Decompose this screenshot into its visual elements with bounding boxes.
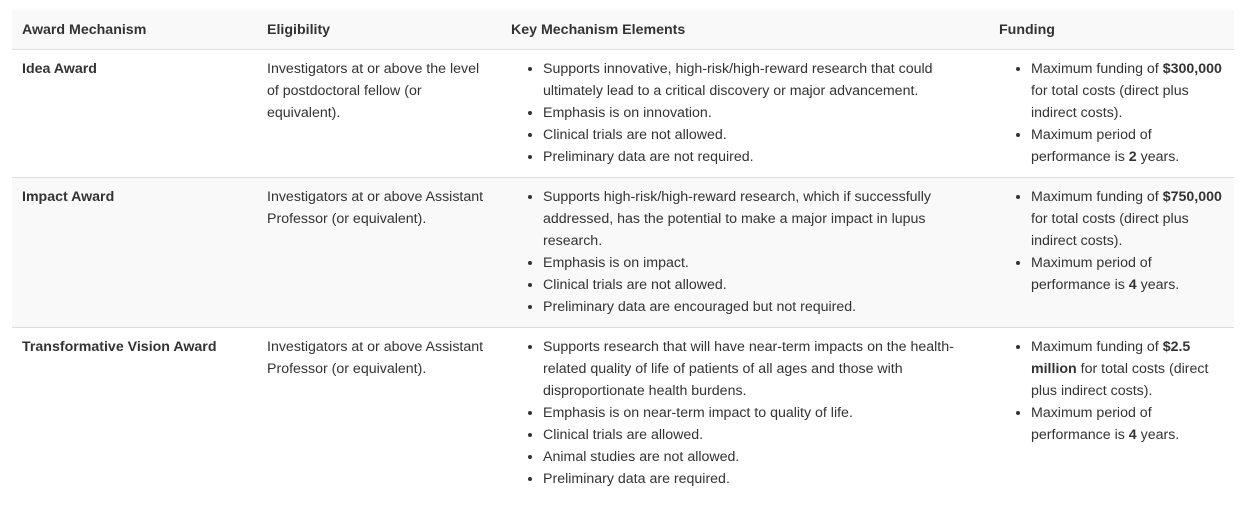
- eligibility-cell: Investigators at or above Assistant Professor (or equivalent).: [257, 178, 501, 328]
- funding-amount-item: [1031, 336, 1224, 402]
- list-item: • Emphasis is on near-term impact to quality of life.: [543, 402, 979, 424]
- mechanism-cell: Transformative Vision Award: [12, 328, 257, 500]
- funding-period-suffix: years.: [1136, 149, 1180, 165]
- header-funding: Funding: [989, 10, 1234, 50]
- list-item: • Animal studies are not allowed.: [543, 446, 979, 468]
- elements-cell: [501, 50, 989, 178]
- funding-cell: [989, 328, 1234, 500]
- funding-period-item: [1031, 252, 1224, 296]
- funding-period: 4: [1128, 427, 1137, 443]
- funding-period-suffix: years.: [1136, 277, 1180, 293]
- eligibility-cell: Investigators at or above the level of postdoctoral fellow (or equivalent).: [257, 50, 501, 178]
- elements-cell: [501, 328, 989, 500]
- mechanism-cell: Idea Award: [12, 50, 257, 178]
- funding-amount: $2.5 million: [1031, 339, 1191, 377]
- elements-list: [511, 58, 979, 168]
- list-item: • Supports research that will have near-term impacts on the health-related quality of life of patients of all ages and those with disproportionate health burdens.: [543, 336, 979, 402]
- eligibility-cell: Investigators at or above Assistant Professor (or equivalent).: [257, 328, 501, 500]
- funding-amount-suffix: for total costs (direct plus indirect costs).: [1031, 211, 1189, 249]
- list-item: • Emphasis is on impact.: [543, 252, 979, 274]
- table-row-idea-award: [12, 50, 1234, 178]
- list-item: • Supports high-risk/high-reward research, which if successfully addressed, has the potential to make a major impact in lupus research.: [543, 186, 979, 252]
- list-item: • Preliminary data are encouraged but not required.: [543, 296, 979, 318]
- funding-period-suffix: years.: [1136, 427, 1180, 443]
- funding-amount-prefix: Maximum funding of: [1031, 61, 1163, 77]
- funding-period-item: [1031, 124, 1224, 168]
- funding-amount: $750,000: [1162, 189, 1222, 205]
- award-mechanisms-table: [12, 10, 1234, 499]
- list-item: • Supports innovative, high-risk/high-reward research that could ultimately lead to a critical discovery or major advancement.: [543, 58, 979, 102]
- funding-period-prefix: Maximum period of performance is: [1031, 255, 1152, 293]
- header-award-mechanism: Award Mechanism: [12, 10, 257, 50]
- elements-cell: [501, 178, 989, 328]
- funding-period-item: [1031, 402, 1224, 446]
- header-key-mechanism-elements: Key Mechanism Elements: [501, 10, 989, 50]
- award-table-container: [12, 10, 1234, 499]
- funding-list: [999, 186, 1224, 296]
- list-item: • Preliminary data are required.: [543, 468, 979, 490]
- list-item: • Clinical trials are not allowed.: [543, 274, 979, 296]
- funding-amount-suffix: for total costs (direct plus indirect costs).: [1031, 361, 1209, 399]
- funding-period: 4: [1128, 277, 1137, 293]
- elements-list: [511, 186, 979, 318]
- elements-list: [511, 336, 979, 490]
- list-item: • Emphasis is on innovation.: [543, 102, 979, 124]
- funding-period-prefix: Maximum period of performance is: [1031, 405, 1152, 443]
- list-item: • Clinical trials are allowed.: [543, 424, 979, 446]
- funding-list: [999, 336, 1224, 446]
- funding-amount: $300,000: [1162, 61, 1222, 77]
- header-eligibility: Eligibility: [257, 10, 501, 50]
- table-row-transformative-vision-award: [12, 328, 1234, 500]
- mechanism-cell: Impact Award: [12, 178, 257, 328]
- funding-amount-suffix: for total costs (direct plus indirect costs).: [1031, 83, 1189, 121]
- list-item: • Preliminary data are not required.: [543, 146, 979, 168]
- funding-amount-prefix: Maximum funding of: [1031, 339, 1163, 355]
- funding-cell: [989, 178, 1234, 328]
- funding-amount-item: [1031, 186, 1224, 252]
- funding-amount-item: [1031, 58, 1224, 124]
- funding-list: [999, 58, 1224, 168]
- table-header-row: [12, 10, 1234, 50]
- funding-cell: [989, 50, 1234, 178]
- table-row-impact-award: [12, 178, 1234, 328]
- funding-period-prefix: Maximum period of performance is: [1031, 127, 1152, 165]
- list-item: • Clinical trials are not allowed.: [543, 124, 979, 146]
- funding-amount-prefix: Maximum funding of: [1031, 189, 1163, 205]
- funding-period: 2: [1128, 149, 1137, 165]
